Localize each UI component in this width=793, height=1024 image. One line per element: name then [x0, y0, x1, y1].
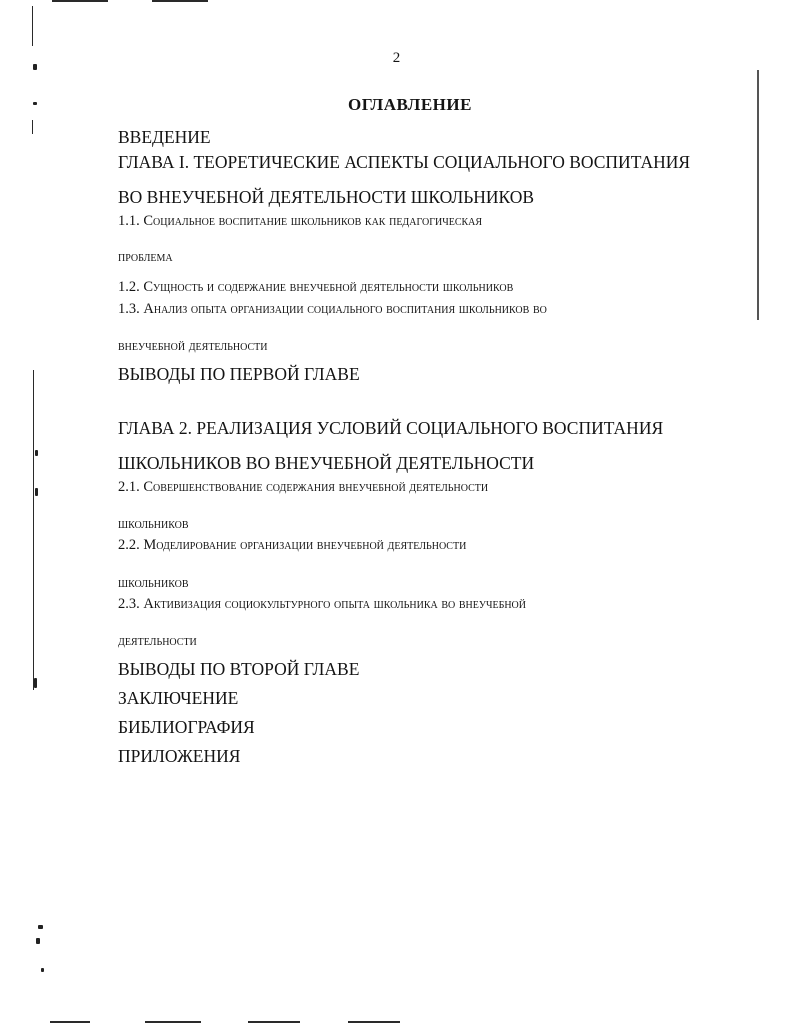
scan-edge-bottom-1: [50, 1021, 90, 1023]
scan-edge-left-1: [32, 6, 33, 46]
scan-speck: [35, 488, 38, 496]
scan-edge-left-3: [33, 370, 34, 690]
toc-entry-page: [244, 0, 793, 767]
toc-entry-text: ПРИЛОЖЕНИЯ: [118, 746, 241, 766]
toc-entry-text: 1.3. Анализ опыта организации социального воспитания школьников во: [118, 301, 547, 317]
scan-edge-top-left: [52, 0, 108, 2]
toc-title: ОГЛАВЛЕНИЕ: [348, 95, 472, 114]
scan-edge-left-2: [32, 120, 33, 134]
scan-edge-bottom-3: [248, 1021, 300, 1023]
toc-entry-text: ЗАКЛЮЧЕНИЕ: [118, 688, 239, 708]
toc-entry-text: БИБЛИОГРАФИЯ: [118, 717, 255, 737]
toc-entry-text: 2.3. Активизация социокультурного опыта школьника во внеучебной: [118, 596, 526, 612]
scan-edge-bottom-4: [348, 1021, 400, 1023]
scan-speck: [38, 925, 43, 929]
toc-entry-text: школьников: [118, 516, 189, 532]
scan-edge-bottom-2: [145, 1021, 201, 1023]
toc-entry-text: 1.2. Сущность и содержание внеучебной деятельности школьников: [118, 279, 514, 295]
scan-speck: [36, 938, 40, 944]
toc-entry-text: внеучебной деятельности: [118, 338, 268, 354]
toc-entry-text: 2.1. Совершенствование содержания внеучебной деятельности: [118, 479, 489, 495]
page-number: 2: [392, 50, 401, 66]
toc-entry-text: школьников: [118, 575, 189, 591]
toc-entry-text: ГЛАВА 2. РЕАЛИЗАЦИЯ УСЛОВИЙ СОЦИАЛЬНОГО ВОСПИТАНИЯ: [118, 418, 664, 438]
toc-entry-text: 2.2. Моделирование организации внеучебной деятельности: [118, 537, 467, 553]
scan-speck: [35, 450, 38, 456]
toc-entry-text: проблема: [118, 249, 173, 265]
toc-entry-text: ВО ВНЕУЧЕБНОЙ ДЕЯТЕЛЬНОСТИ ШКОЛЬНИКОВ: [118, 187, 535, 207]
toc-entry-text: ГЛАВА I. ТЕОРЕТИЧЕСКИЕ АСПЕКТЫ СОЦИАЛЬНОГО ВОСПИТАНИЯ: [118, 152, 691, 172]
scan-speck: [41, 968, 44, 972]
toc-entry-text: ШКОЛЬНИКОВ ВО ВНЕУЧЕБНОЙ ДЕЯТЕЛЬНОСТИ: [118, 453, 535, 473]
toc-entry-text: ВЫВОДЫ ПО ПЕРВОЙ ГЛАВЕ: [118, 364, 360, 384]
toc-entry-text: деятельности: [118, 633, 197, 649]
toc-entry-text: ВЫВОДЫ ПО ВТОРОЙ ГЛАВЕ: [118, 659, 360, 679]
toc-entry-text: 1.1. Социальное воспитание школьников как педагогическая: [118, 213, 483, 229]
scan-speck: [34, 678, 37, 688]
toc-entry-text: ВВЕДЕНИЕ: [118, 127, 211, 147]
toc-entry-appendices[interactable]: [118, 741, 708, 767]
